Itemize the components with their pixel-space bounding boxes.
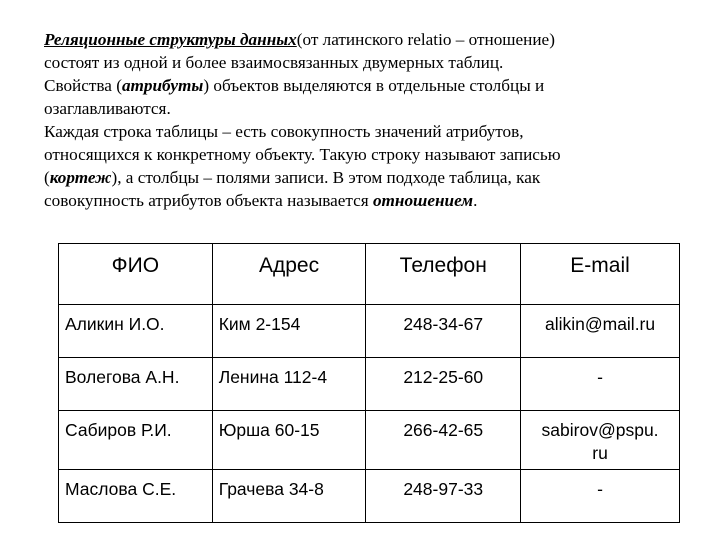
paragraph-text: озаглавливаются.	[44, 99, 171, 118]
table-row	[59, 305, 680, 358]
paragraph-text: (от латинского relatio – отношение)	[296, 30, 555, 49]
paragraph-text: ), а столбцы – полями записи. В этом подходе таблица, как	[111, 168, 541, 187]
term-relation: отношением	[372, 191, 474, 210]
cell-phone: 212-25-60	[366, 358, 521, 411]
cell-email: -	[521, 470, 680, 523]
intro-paragraph	[44, 28, 694, 212]
header-fio: ФИО	[59, 244, 213, 305]
cell-phone: 266-42-65	[366, 411, 521, 470]
paragraph-line	[44, 28, 694, 51]
cell-email: alikin@mail.ru	[521, 305, 680, 358]
header-phone: Телефон	[366, 244, 521, 305]
paragraph-line	[44, 166, 694, 189]
cell-fio: Сабиров Р.И.	[59, 411, 213, 470]
table-header-row	[59, 244, 680, 305]
table-row	[59, 358, 680, 411]
paragraph-text: состоят из одной и более взаимосвязанных двумерных таблиц.	[44, 53, 504, 72]
paragraph-line	[44, 120, 694, 143]
cell-fio: Маслова С.Е.	[59, 470, 213, 523]
paragraph-line	[44, 97, 694, 120]
paragraph-text: совокупность атрибутов объекта называется	[44, 191, 373, 210]
cell-address: Юрша 60-15	[212, 411, 366, 470]
cell-fio: Аликин И.О.	[59, 305, 213, 358]
term-attributes: атрибуты	[121, 76, 204, 95]
header-email: E-mail	[521, 244, 680, 305]
cell-address: Ким 2-154	[212, 305, 366, 358]
paragraph-text: (	[44, 168, 50, 187]
paragraph-text: ) объектов выделяются в отдельные столбцы и	[203, 76, 545, 95]
paragraph-line	[44, 143, 694, 166]
cell-phone: 248-34-67	[366, 305, 521, 358]
cell-address: Грачева 34-8	[212, 470, 366, 523]
term-relational-structures: Реляционные структуры данных	[44, 30, 297, 49]
paragraph-text: Каждая строка таблицы – есть совокупность значений атрибутов,	[44, 122, 524, 141]
cell-email: sabirov@pspu. ru	[521, 411, 680, 470]
paragraph-line	[44, 189, 694, 212]
cell-phone: 248-97-33	[366, 470, 521, 523]
cell-fio: Волегова А.Н.	[59, 358, 213, 411]
paragraph-line	[44, 51, 694, 74]
table-row	[59, 411, 680, 470]
paragraph-text: относящихся к конкретному объекту. Такую строку называют записью	[44, 145, 561, 164]
relation-table	[58, 243, 680, 523]
cell-email: -	[521, 358, 680, 411]
paragraph-text: .	[473, 191, 478, 210]
cell-address: Ленина 112-4	[212, 358, 366, 411]
term-tuple: кортеж	[49, 168, 112, 187]
table-row	[59, 470, 680, 523]
paragraph-line	[44, 74, 694, 97]
header-address: Адрес	[212, 244, 366, 305]
paragraph-text: Свойства (	[44, 76, 122, 95]
